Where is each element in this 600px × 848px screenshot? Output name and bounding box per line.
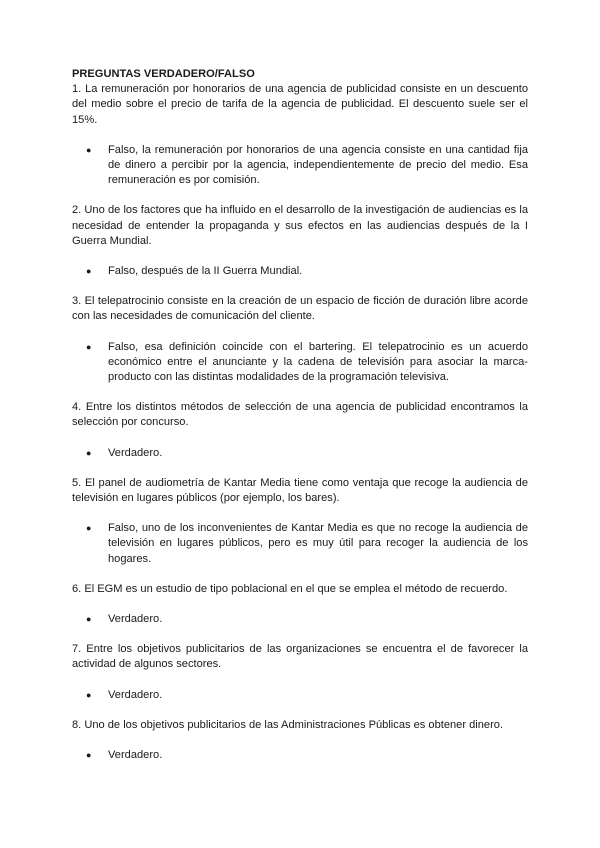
answer-item [72, 264, 528, 279]
answer-text: Verdadero. [108, 688, 163, 701]
question-text: 1. La remuneración por honorarios de una agencia de publicidad consiste en un descuento del medio sobre el precio de tarifa de la agencia de publicidad. El descuento suele ser el 15%. [72, 83, 528, 126]
answer-item [72, 521, 528, 567]
answer-item [72, 748, 528, 763]
bullet-icon: ● [86, 689, 92, 700]
qa-item [72, 203, 528, 294]
answer-item [72, 340, 528, 386]
qa-item [72, 294, 528, 400]
question-text: 6. El EGM es un estudio de tipo poblacional en el que se emplea el método de recuerdo. [72, 582, 508, 595]
answer-text: Falso, después de la II Guerra Mundial. [108, 265, 303, 278]
bullet-icon: ● [86, 614, 92, 625]
question-text: 3. El telepatrocinio consiste en la creación de un espacio de ficción de duración libre acorde con las necesidades de comunicación del cliente. [72, 295, 528, 323]
question-text: 5. El panel de audiometría de Kantar Media tiene como ventaja que recoge la audiencia de televisión en lugares públicos (por ejemplo, los bares). [72, 476, 528, 505]
bullet-icon: ● [86, 144, 92, 155]
answer-item [72, 446, 528, 461]
bullet-icon: ● [86, 447, 92, 458]
question-text: 4. Entre los distintos métodos de selección de una agencia de publicidad encontramos la selección por concurso. [72, 401, 528, 429]
answer-text: Verdadero. [108, 446, 163, 459]
answer-text: Verdadero. [108, 613, 163, 626]
qa-item [72, 82, 528, 203]
qa-item [72, 582, 528, 642]
answer-text: Falso, uno de los inconvenientes de Kantar Media es que no recoge la audiencia de televisión en lugares públicos, pero es muy útil para recoger la audiencia de los hogares. [108, 522, 528, 565]
answer-text: Falso, la remuneración por honorarios de una agencia consiste en una cantidad fija de dinero a percibir por la agencia, independientemente de precio del medio. Esa remuneración es por comisión. [108, 143, 528, 187]
answer-item [72, 688, 528, 703]
document-title: PREGUNTAS VERDADERO/FALSO [72, 68, 255, 80]
answer-text: Falso, esa definición coincide con el bartering. El telepatrocinio es un acuerdo económico entre el anunciante y la cadena de televisión para asociar la marca-producto con las distintas modalidades de la programación televisiva. [108, 340, 528, 384]
question-text: 7. Entre los objetivos publicitarios de las organizaciones se encuentra el de favorecer la actividad de algunos sectores. [72, 643, 528, 671]
qa-item [72, 642, 528, 718]
bullet-icon: ● [86, 266, 92, 277]
qa-item [72, 476, 528, 582]
document-page [72, 67, 528, 763]
bullet-icon: ● [86, 341, 92, 352]
question-text: 8. Uno de los objetivos publicitarios de las Administraciones Públicas es obtener dinero. [72, 718, 504, 731]
answer-text: Verdadero. [108, 749, 163, 762]
answer-item [72, 612, 528, 627]
question-text: 2. Uno de los factores que ha influido en el desarrollo de la investigación de audiencias es la necesidad de entender la propaganda y sus efectos en las audiencias después de la I Guerra Mundial. [72, 204, 528, 247]
answer-item [72, 143, 528, 189]
qa-item [72, 718, 528, 763]
qa-item [72, 400, 528, 476]
bullet-icon: ● [86, 523, 92, 534]
bullet-icon: ● [86, 750, 92, 761]
